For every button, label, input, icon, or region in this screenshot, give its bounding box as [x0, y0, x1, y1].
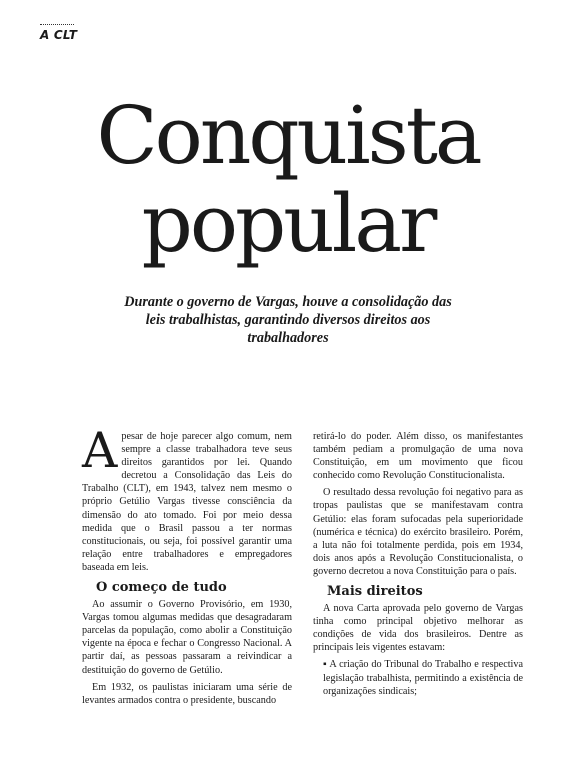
section-heading-more-rights: Mais direitos	[327, 584, 423, 600]
body-paragraph: O resultado dessa revolução foi negativo para as tropas paulistas que se manifestavam contra Getúlio: elas foram sufocadas pela superioridade (numérica e técnica) do exército brasileiro. Porém, a luta não foi totalmente perdida, pois em 1934, dois anos após a Revolução Constitucionalista, o governo decretou a nova Constituição para o país.	[313, 487, 523, 577]
intro-paragraph	[82, 422, 292, 574]
section-rule	[40, 24, 74, 25]
text-column-1	[82, 422, 292, 711]
article-subtitle: Durante o governo de Vargas, houve a consolidação das leis trabalhistas, garantindo diversos direitos aos trabalhadores	[124, 294, 452, 346]
bullet-item: ▪ A criação do Tribunal do Trabalho e respectiva legislação trabalhista, permitindo a existência de organizações sindicais;	[323, 659, 523, 697]
drop-cap: A	[82, 422, 118, 479]
body-paragraph: Ao assumir o Governo Provisório, em 1930, Vargas tomou algumas medidas que desagradaram parcelas da população, como abolir a Constituição vigente na época e fechar o Congresso Nacional. A partir daí, as pessoas passaram a reivindicar a destituição do governo de Getúlio.	[82, 599, 292, 676]
body-paragraph: Em 1932, os paulistas iniciaram uma série de levantes armados contra o presidente, buscando	[82, 681, 292, 706]
body-paragraph: retirá-lo do poder. Além disso, os manifestantes também pediam a promulgação de uma nova Constituição, em um movimento que ficou conhecido como Revolução Constitucionalista.	[313, 431, 523, 482]
article-title-line-1: Conquista	[96, 89, 480, 182]
body-paragraph: A nova Carta aprovada pelo governo de Vargas tinha como principal objetivo melhorar as condições de vida dos brasileiros. Dentre as principais leis vigentes estavam:	[313, 603, 523, 654]
section-label: A CLT	[40, 28, 78, 42]
text-column-2	[313, 430, 523, 702]
section-heading-beginning: O começo de tudo	[96, 580, 227, 596]
article-title-line-2: popular	[141, 177, 435, 270]
intro-text: pesar de hoje parecer algo comum, nem sempre a classe trabalhadora teve seus direitos garantidos por lei. Quando decretou a Consolidação das Leis do Trabalho (CLT), em 1943, talvez nem mesmo o próprio Getúlio Vargas tivesse consciência da dimensão do ato tomado. Foi por meio dessa medida que o Brasil passou a ter normas constitucionais, ou seja, foi possível garantir uma relação entre trabalhadores e empregadores baseada em leis.	[82, 431, 292, 573]
